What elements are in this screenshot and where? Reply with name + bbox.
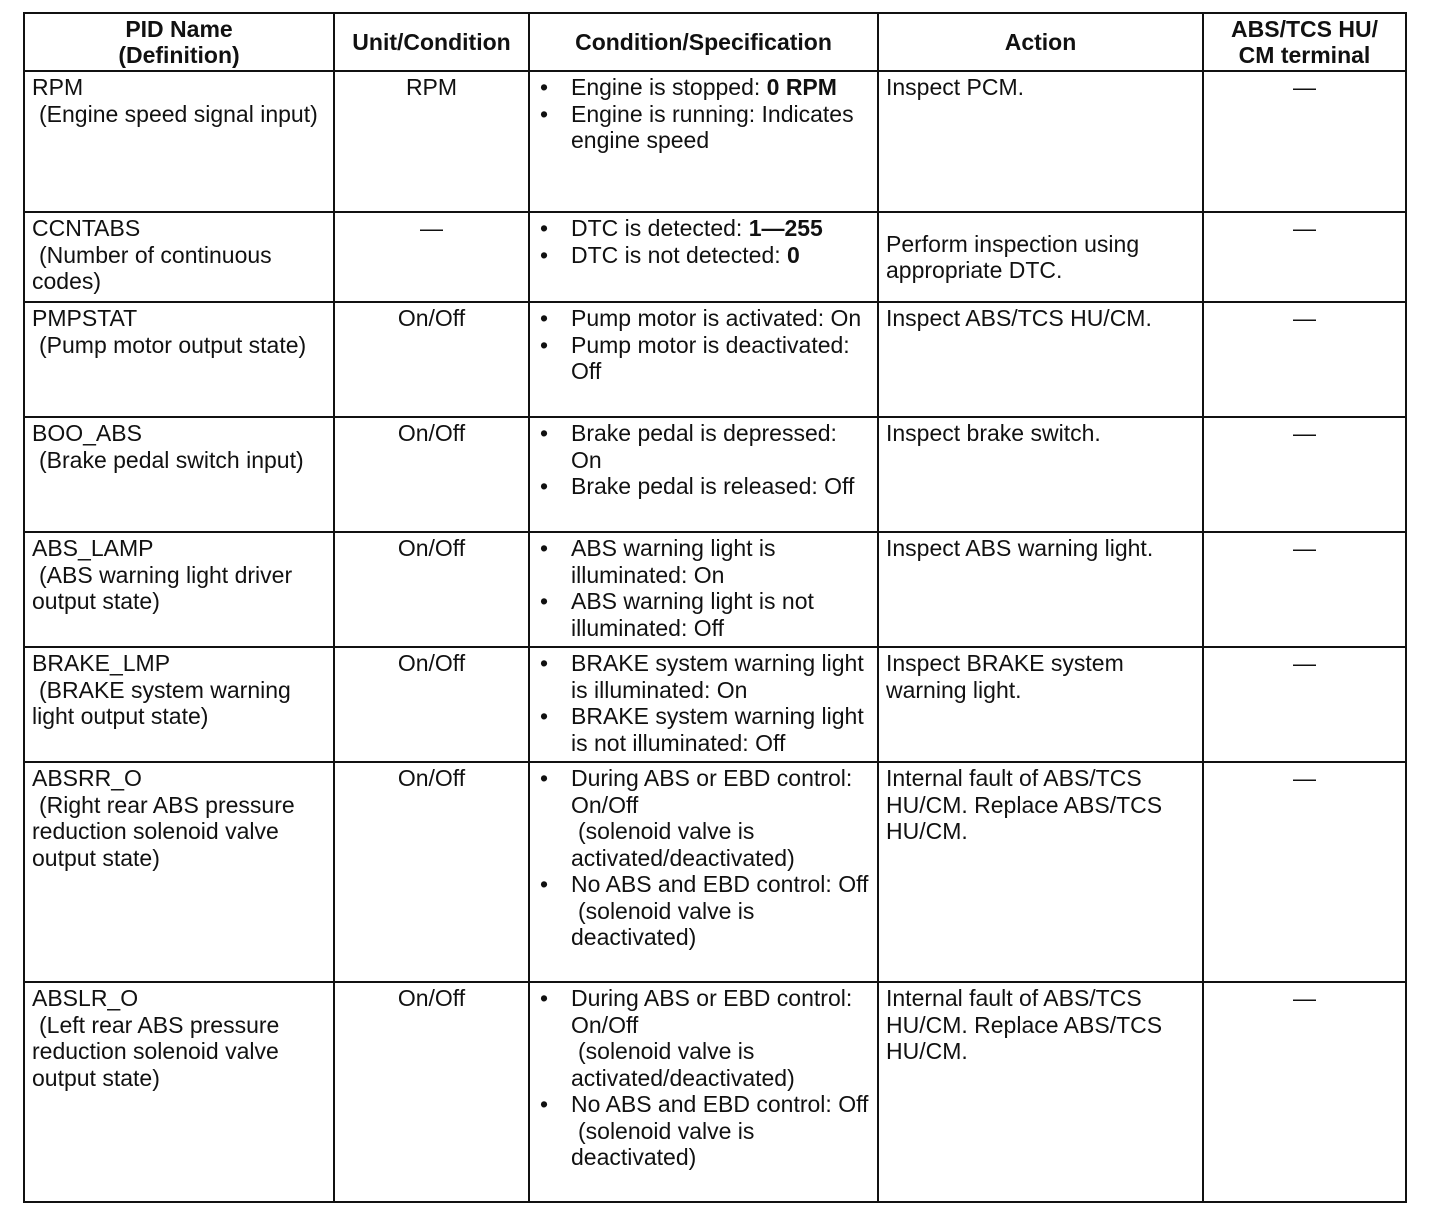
condition-text: Engine is stopped: [571, 74, 767, 100]
condition-item: • Brake pedal is depressed: On [537, 420, 870, 473]
pid-document [23, 12, 1407, 1203]
condition-note: (solenoid valve is [578, 818, 755, 844]
condition-cell [529, 71, 878, 212]
terminal-cell: — [1203, 71, 1406, 212]
condition-text: No ABS and EBD control: Off [571, 1091, 869, 1117]
terminal-cell: — [1203, 302, 1406, 417]
header-pid-name-label: PID Name [125, 16, 233, 42]
table-row [24, 532, 1406, 647]
action-cell: Perform inspection using appropriate DTC. [878, 212, 1203, 302]
unit-cell: — [334, 212, 529, 302]
terminal-cell: — [1203, 532, 1406, 647]
pid-name-cell [24, 71, 334, 212]
condition-item: • BRAKE system warning light is illuminated: On [537, 650, 870, 703]
condition-cell [529, 982, 878, 1202]
condition-text: Engine is running: Indicates engine speed [571, 100, 854, 153]
pid-name: BRAKE_LMP [32, 650, 171, 676]
pid-name-cell [24, 212, 334, 302]
pid-name-cell [24, 762, 334, 982]
condition-note: deactivated) [571, 1144, 697, 1170]
header-terminal [1203, 13, 1406, 71]
condition-value: 0 [787, 241, 800, 268]
unit-cell: On/Off [334, 532, 529, 647]
condition-item: • Pump motor is deactivated: Off [537, 332, 870, 385]
table-row [24, 982, 1406, 1202]
pid-definition: (Number of continuous codes) [32, 241, 272, 294]
pid-definition: (Brake pedal switch input) [39, 446, 304, 473]
condition-item: • Pump motor is activated: On [537, 305, 870, 332]
table-row [24, 762, 1406, 982]
action-cell: Inspect ABS/TCS HU/CM. [878, 302, 1203, 417]
pid-name: ABS_LAMP [32, 535, 154, 561]
condition-item [537, 101, 870, 154]
condition-note: activated/deactivated) [571, 844, 795, 871]
terminal-cell: — [1203, 212, 1406, 302]
condition-item [537, 871, 870, 951]
condition-item [537, 1091, 870, 1171]
terminal-cell: — [1203, 647, 1406, 762]
pid-name: RPM [32, 74, 84, 100]
action-cell: Inspect ABS warning light. [878, 532, 1203, 647]
table-row [24, 212, 1406, 302]
pid-name-cell [24, 532, 334, 647]
header-terminal-line2: CM terminal [1238, 42, 1371, 68]
condition-text: DTC is not detected: [571, 241, 788, 268]
condition-text: No ABS and EBD control: Off [571, 871, 869, 897]
unit-cell: RPM [334, 71, 529, 212]
condition-text: During ABS or EBD control: On/Off [571, 985, 853, 1038]
condition-item [537, 985, 870, 1091]
pid-name: BOO_ABS [32, 420, 142, 446]
table-row [24, 71, 1406, 212]
pid-definition: (Right rear ABS pressure reduction solenoid valve output state) [32, 791, 295, 871]
table-row [24, 417, 1406, 532]
unit-cell: On/Off [334, 302, 529, 417]
header-row [24, 13, 1406, 71]
condition-note: deactivated) [571, 924, 697, 950]
header-pid-name [24, 13, 334, 71]
pid-name-cell [24, 647, 334, 762]
condition-value: 1—255 [748, 215, 823, 241]
pid-name: ABSLR_O [32, 985, 139, 1011]
pid-definition: (Left rear ABS pressure reduction solenoid valve output state) [32, 1011, 280, 1091]
pid-definition: (Pump motor output state) [39, 331, 307, 358]
unit-cell: On/Off [334, 762, 529, 982]
condition-note: activated/deactivated) [571, 1064, 795, 1091]
condition-cell [529, 417, 878, 532]
condition-item: • ABS warning light is illuminated: On [537, 535, 870, 588]
terminal-cell: — [1203, 417, 1406, 532]
action-cell: Inspect BRAKE system warning light. [878, 647, 1203, 762]
unit-cell: On/Off [334, 417, 529, 532]
pid-name: CCNTABS [32, 215, 141, 241]
condition-cell [529, 212, 878, 302]
pid-name-cell [24, 417, 334, 532]
action-cell: Inspect brake switch. [878, 417, 1203, 532]
condition-item: • BRAKE system warning light is not illuminated: Off [537, 703, 870, 756]
condition-item: • ABS warning light is not illuminated: Off [537, 588, 870, 641]
condition-value: 0 RPM [766, 74, 837, 100]
condition-note: (solenoid valve is [578, 897, 755, 924]
condition-item [537, 74, 870, 101]
pid-definition: (Engine speed signal input) [39, 100, 318, 127]
table-row [24, 302, 1406, 417]
pid-name: PMPSTAT [32, 305, 138, 331]
unit-cell: On/Off [334, 647, 529, 762]
pid-definition: (ABS warning light driver output state) [32, 561, 293, 614]
condition-text: DTC is detected: [571, 215, 749, 241]
header-action: Action [878, 13, 1203, 71]
action-cell: Internal fault of ABS/TCS HU/CM. Replace ABS/TCS HU/CM. [878, 982, 1203, 1202]
unit-cell: On/Off [334, 982, 529, 1202]
condition-item [537, 765, 870, 871]
condition-note: (solenoid valve is [578, 1117, 755, 1144]
action-cell: Internal fault of ABS/TCS HU/CM. Replace ABS/TCS HU/CM. [878, 762, 1203, 982]
terminal-cell: — [1203, 982, 1406, 1202]
condition-cell [529, 647, 878, 762]
condition-cell [529, 532, 878, 647]
table-row [24, 647, 1406, 762]
pid-definition: (BRAKE system warning light output state) [32, 676, 291, 729]
condition-note: (solenoid valve is [578, 1038, 755, 1064]
condition-item [537, 215, 870, 242]
condition-cell [529, 762, 878, 982]
pid-name-cell [24, 982, 334, 1202]
pid-name: ABSRR_O [32, 765, 142, 791]
header-pid-definition-label: (Definition) [118, 42, 240, 68]
condition-item: • Brake pedal is released: Off [537, 473, 870, 500]
header-unit-condition: Unit/Condition [334, 13, 529, 71]
condition-text: During ABS or EBD control: On/Off [571, 765, 853, 818]
action-cell: Inspect PCM. [878, 71, 1203, 212]
pid-table [23, 12, 1407, 1203]
header-condition-specification: Condition/Specification [529, 13, 878, 71]
condition-item [537, 242, 870, 269]
terminal-cell: — [1203, 762, 1406, 982]
condition-cell [529, 302, 878, 417]
header-terminal-line1: ABS/TCS HU/ [1231, 16, 1378, 42]
pid-name-cell [24, 302, 334, 417]
